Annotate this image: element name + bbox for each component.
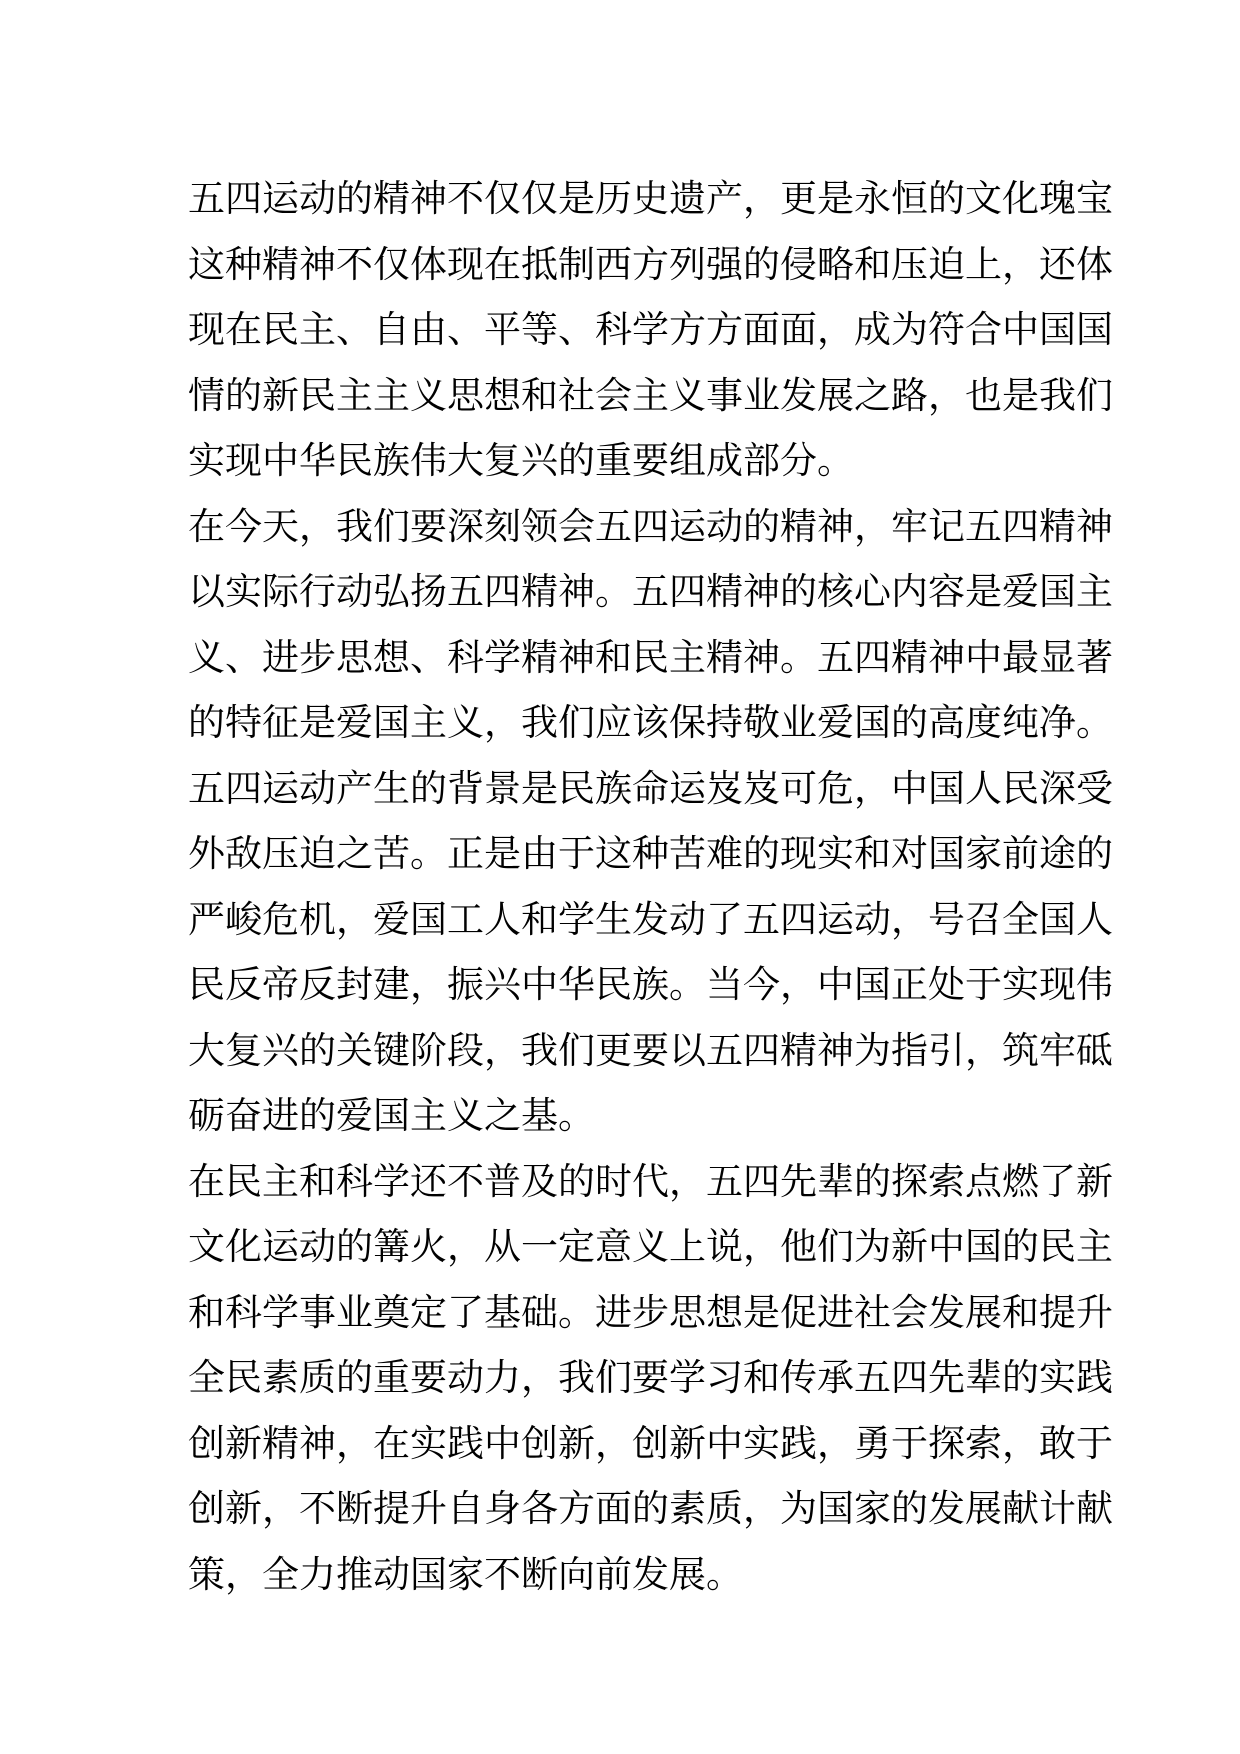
text-line: 创新精神，在实践中创新，创新中实践，勇于探索，敢于 — [188, 1421, 1113, 1465]
text-line: 策，全力推动国家不断向前发展。 — [188, 1552, 743, 1596]
text-line: 现在民主、自由、平等、科学方方面面，成为符合中国国 — [188, 308, 1113, 351]
text-line: 义、进步思想、科学精神和民主精神。五四精神中最显著 — [188, 635, 1113, 679]
text-line: 外敌压迫之苦。正是由于这种苦难的现实和对国家前途的 — [188, 832, 1113, 875]
text-line: 严峻危机，爱国工人和学生发动了五四运动，号召全国人 — [188, 897, 1113, 941]
text-line: 以实际行动弘扬五四精神。五四精神的核心内容是爱国主 — [188, 570, 1113, 613]
text-line: 的特征是爱国主义，我们应该保持敬业爱国的高度纯净。 — [188, 701, 1113, 744]
body-text — [188, 166, 1113, 1607]
text-line: 民反帝反封建，振兴中华民族。当今，中国正处于实现伟 — [188, 963, 1113, 1006]
text-line: 创新，不断提升自身各方面的素质，为国家的发展献计献 — [188, 1487, 1113, 1530]
text-line: 在民主和科学还不普及的时代，五四先辈的探索点燃了新 — [188, 1159, 1113, 1203]
text-line: 五四运动产生的背景是民族命运岌岌可危，中国人民深受 — [188, 766, 1113, 810]
text-line: 在今天，我们要深刻领会五四运动的精神，牢记五四精神 — [188, 504, 1113, 548]
text-line: 大复兴的关键阶段，我们更要以五四精神为指引，筑牢砥 — [188, 1028, 1113, 1072]
text-line: 五四运动的精神不仅仅是历史遗产，更是永恒的文化瑰宝 — [188, 177, 1113, 220]
text-line: 文化运动的篝火，从一定意义上说，他们为新中国的民主 — [188, 1225, 1113, 1268]
text-line: 情的新民主主义思想和社会主义事业发展之路，也是我们 — [188, 373, 1113, 417]
text-line: 这种精神不仅体现在抵制西方列强的侵略和压迫上，还体 — [188, 242, 1113, 286]
text-line: 和科学事业奠定了基础。进步思想是促进社会发展和提升 — [188, 1290, 1113, 1334]
text-line: 实现中华民族伟大复兴的重要组成部分。 — [188, 439, 854, 482]
text-line: 砺奋进的爱国主义之基。 — [188, 1094, 595, 1137]
text-line: 全民素质的重要动力，我们要学习和传承五四先辈的实践 — [188, 1356, 1113, 1399]
